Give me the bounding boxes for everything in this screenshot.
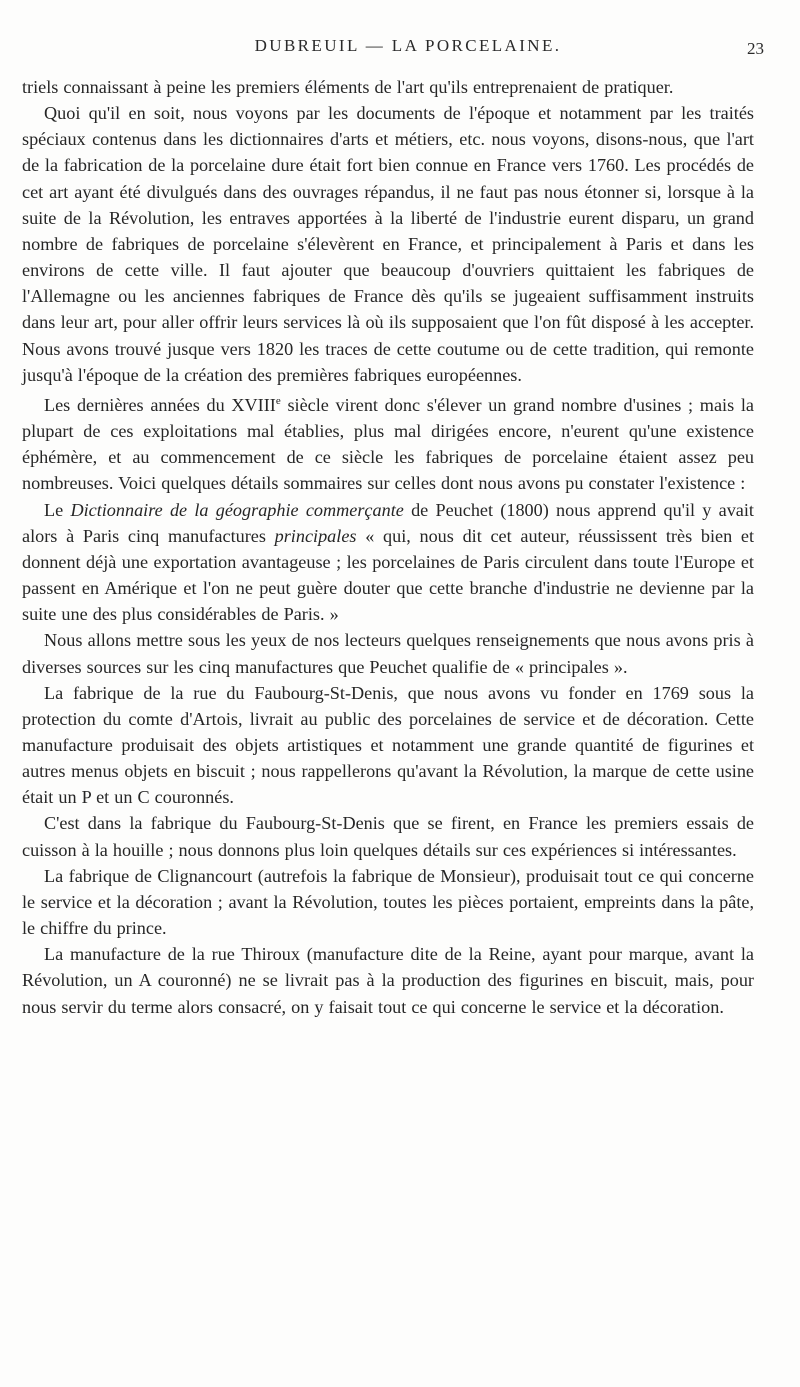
- paragraph: La manufacture de la rue Thiroux (manufacture dite de la Reine, ayant pour marque, avant la Révolution, un A couronné) ne se livrait pas à la production des figurines en biscuit, mais, pour nous servir du terme alors consacré, on y faisait tout ce qui concerne le service et la décoration.: [22, 944, 754, 1017]
- paragraph: Nous allons mettre sous les yeux de nos lecteurs quelques renseignements que nous avons pris à diverses sources sur les cinq manufactures que Peuchet qualifie de « principales ».: [22, 630, 754, 677]
- paragraph-text: Les dernières années du XVIII: [44, 394, 276, 415]
- paragraph-text: « qui, nous dit cet auteur, réussissent très bien et donnent déjà une exportation avantageuse ; les porcelaines de Paris circulent dans toute l'Europe et passent en Amérique et l'on ne peut guère douter que cette branche d'industrie ne devienne par la suite une des plus considérables de Paris. »: [22, 525, 755, 625]
- paragraph-continuation: triels connaissant à peine les premiers éléments de l'art qu'ils entreprenaient de pratiquer.: [22, 77, 674, 97]
- italic-word: principales: [274, 525, 357, 546]
- paragraph: La fabrique de la rue du Faubourg-St-Denis, que nous avons vu fonder en 1769 sous la protection du comte d'Artois, livrait au public des porcelaines de service et de décoration. Cette manufacture produisait des objets artistiques et notamment une grande quantité de figurines et autres menus objets en biscuit ; nous rappellerons qu'avant la Révolution, la marque de cette usine était un P et un C couronnés.: [22, 682, 754, 808]
- page-number: 23: [747, 39, 764, 58]
- superscript: e: [275, 394, 281, 407]
- paragraph: [22, 388, 754, 497]
- paragraph: La fabrique de Clignancourt (autrefois la fabrique de Monsieur), produisait tout ce qui concerne le service et la décoration ; avant la Révolution, toutes les pièces portaient, empreints dans la pâte, le chiffre du prince.: [22, 865, 754, 939]
- page-header: [0, 36, 800, 60]
- paragraph: [22, 497, 754, 628]
- paragraph: C'est dans la fabrique du Faubourg-St-Denis que se firent, en France les premiers essais de cuisson à la houille ; nous donnons plus loin quelques détails sur ces expériences si intéressantes.: [22, 813, 754, 860]
- paragraph: Quoi qu'il en soit, nous voyons par les documents de l'époque et notamment par les traités spéciaux contenus dans les dictionnaires d'arts et métiers, etc. nous voyons, disons-nous, que l'art de la fabrication de la porcelaine dure était fort bien connue en France vers 1760. Les procédés de cet art ayant été divulgués dans des ouvrages répandus, il ne faut pas nous étonner si, lorsque à la suite de la Révolution, les entraves apportées à la liberté de l'industrie eurent disparu, un grand nombre de fabriques de porcelaine s'élevèrent en France, et principalement à Paris et dans les environs de cette ville. Il faut ajouter que beaucoup d'ouvriers quittaient les fabriques de l'Allemagne ou les anciennes fabriques de France dès qu'ils se jugeaient suffisamment instruits dans leur art, pour aller offrir leurs services là où ils supposaient que l'on fût disposé à les accepter. Nous avons trouvé jusque vers 1820 les traces de cette coutume ou de cette tradition, qui remonte jusqu'à l'époque de la création des premières fabriques européennes.: [22, 103, 754, 385]
- paragraph-text: siècle virent donc s'élever un grand nombre d'usines ; mais la plupart de ces exploitations mal établies, plus mal dirigées encore, n'eurent qu'une existence éphémère, et au commencement de ce siècle les fabriques de porcelaine étaient assez peu nombreuses. Voici quelques détails sommaires sur celles dont nous avons pu constater l'existence :: [22, 394, 754, 494]
- paragraph-text: de Peuchet (1800) nous apprend qu'il y avait alors à Paris cinq manufactures: [22, 499, 754, 546]
- body-text: [22, 74, 754, 1020]
- running-head: DUBREUIL — LA PORCELAINE.: [254, 36, 562, 55]
- italic-title: Dictionnaire de la géographie commerçante: [70, 499, 404, 520]
- paragraph-text: Le: [44, 499, 71, 520]
